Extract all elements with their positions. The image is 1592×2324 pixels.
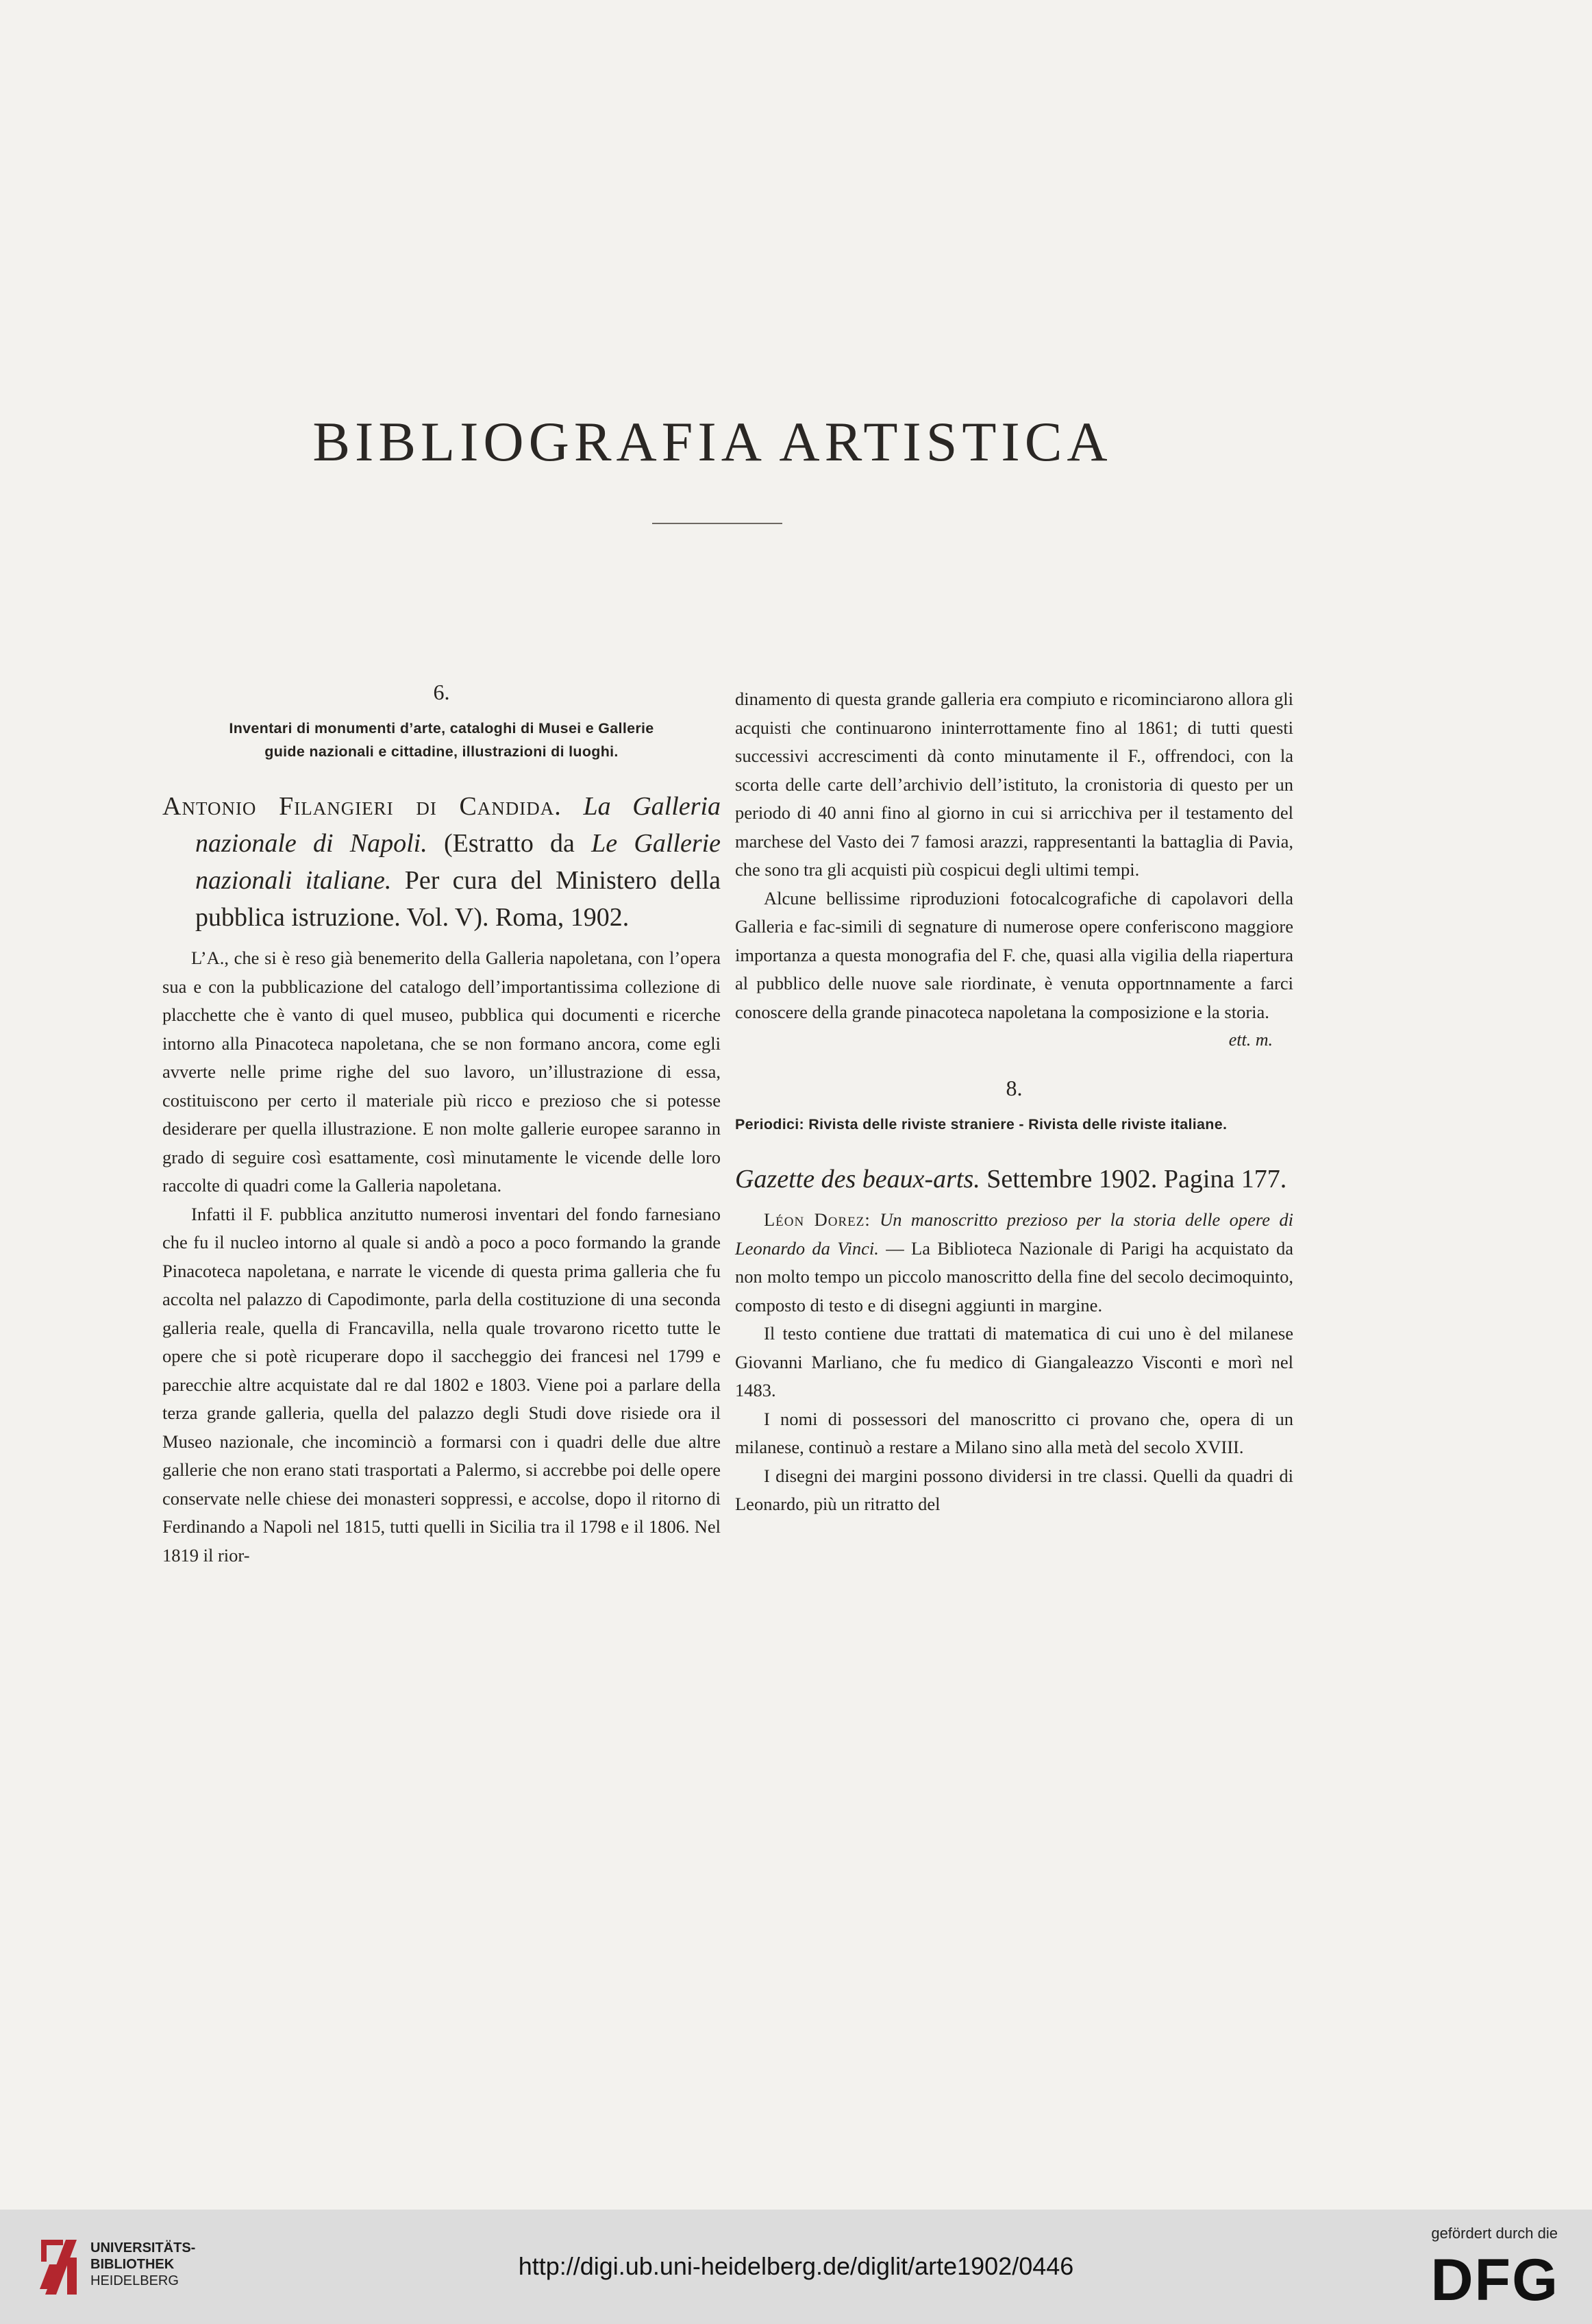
left-column	[162, 678, 721, 1570]
title-divider	[652, 523, 782, 524]
body-paragraph: L’A., che si è reso già benemerito della Galleria napoletana, con l’opera sua e con la pubblicazione del catalogo dell’importantissima collezione di placchette che è vanto di quel museo, pubblica qui documenti e ricerche intorno alla Pinacoteca napoletana, che se non formano ancora, come egli avverte nelle prime righe del suo lavoro, un’illustrazione di essa, costituiscono per certo il materiale più ricco e prezioso che si potesse desiderare per quella illustrazione. E non molte gallerie europee saranno in grado di seguire così esattamente, così minutamente le vicende delle loro raccolte di quadri come la Galleria napoletana.	[162, 948, 721, 1196]
section-heading-line: Inventari di monumenti d’arte, cataloghi di Musei e Gallerie	[229, 720, 654, 737]
entry-title	[735, 1161, 1293, 1198]
library-name-line: BIBLIOTHEK	[90, 2257, 175, 2272]
article-summary: — La Biblioteca Nazionale di Parigi ha acquistato da non molto tempo un piccolo manoscritto della fine del secolo decimoquinto, composto di testo e di disegni aggiunti in margine.	[735, 1237, 1294, 1315]
entry-work-title: La Galleria nazionale di Napoli.	[195, 792, 721, 858]
digitization-footer	[0, 2210, 1592, 2324]
body-paragraph: I disegni dei margini possono dividersi in tre classi. Quelli da quadri di Leonardo, più un ritratto del	[735, 1465, 1293, 1514]
library-name-line: UNIVERSITÄTS-	[90, 2240, 196, 2255]
section-heading: Periodici: Rivista delle riviste straniere - Rivista delle riviste italiane.	[735, 1116, 1228, 1133]
entry-title	[162, 788, 721, 936]
entry-publication: Per cura del Ministero della pubblica istruzione. Vol. V). Roma, 1902.	[195, 866, 721, 932]
article-author: Léon Dorez:	[764, 1209, 871, 1230]
body-paragraph: Il testo contiene due trattati di matematica di cui uno è del milanese Giovanni Marliano, che fu medico di Giangaleazzo Visconti e morì nel 1483.	[735, 1323, 1293, 1400]
entry-periodical: Gazette des beaux-arts.	[735, 1165, 980, 1194]
body-paragraph: I nomi di possessori del manoscritto ci provano che, opera di un milanese, continuò a restare a Milano sino alla metà del secolo XVIII.	[735, 1408, 1293, 1457]
review-signature: ett. m.	[1228, 1030, 1273, 1050]
source-url-link[interactable]: http://digi.ub.uni-heidelberg.de/diglit/arte1902/0446	[518, 2252, 1074, 2280]
entry-publication: Settembre 1902. Pagina 177.	[986, 1165, 1287, 1194]
section-number: 8.	[1006, 1076, 1023, 1100]
funding-label: gefördert durch die	[1431, 2225, 1558, 2242]
entry-source-title: Le Gallerie nazionali italiane.	[195, 829, 721, 895]
entry-author: Antonio Filangieri di Candida.	[162, 792, 562, 821]
body-paragraph	[735, 1206, 1293, 1320]
entry-note: (Estratto da	[443, 829, 575, 858]
body-paragraph: dinamento di questa grande galleria era compiuto e ricominciarono allora gli acquisti che continuarono ininterrottamente fino al 1861; di tutti questi successivi accrescimenti dà conto minutamente il F., offrendoci, con la scorta delle carte dell’archivio dell’istituto, la cronistoria di questo per un periodo di 40 anni fino al giorno in cui si arricchiva per il testamento del marchese del Vasto dei 7 famosi arazzi, rappresentanti la battaglia di Pavia, che sono tra gli acquisti più cospicui degli ultimi tempi.	[735, 689, 1293, 880]
funder-logo: DFG	[1430, 2247, 1559, 2313]
library-name-line: HEIDELBERG	[90, 2273, 179, 2288]
page-title: BIBLIOGRAFIA ARTISTICA	[312, 410, 1112, 473]
section-number: 6.	[433, 680, 450, 704]
section-heading-line: guide nazionali e cittadine, illustrazioni di luoghi.	[264, 743, 619, 760]
right-column	[735, 685, 1293, 1519]
article-title: Un manoscritto prezioso per la storia delle opere di Leonardo da Vinci.	[735, 1209, 1293, 1259]
body-paragraph: Infatti il F. pubblica anzitutto numerosi inventari del fondo farnesiano che fu il nucleo intorno al quale si andò a poco a poco formando la grande Pinacoteca napoletana, e narrate le vicende di questa prima galleria che fu accolta nel palazzo di Capodimonte, parla della costituzione di una seconda galleria reale, quella di Francavilla, nella quale trovarono ricetto tutte le opere che si potè ricuperare dopo il saccheggio dei francesi nel 1799 e parecchie altre acquistate dal re dal 1802 e 1803. Viene poi a parlare della terza grande galleria, quella del palazzo degli Studi dove risiede ora il Museo nazionale, che incominciò a formarsi con i quadri delle due altre gallerie che non erano stati trasportati a Palermo, si accrebbe poi delle opere conservate nelle chiese dei monasteri soppressi, e accolse, dopo il ritorno di Ferdinando a Napoli nel 1815, tutti quelli in Sicilia tra il 1798 e il 1806. Nel 1819 il rior-	[162, 1203, 721, 1566]
section-heading	[162, 717, 721, 763]
body-paragraph: Alcune bellissime riproduzioni fotocalcografiche di capolavori della Galleria e fac-simili di segnature di numerose opere conferiscono maggiore importanza a questa monografia del F. che, quasi alla vigilia della riapertura al pubblico delle nuove sale riordinate, è venuta opportnnamente a farci conoscere della grande pinacoteca napoletana la composizione e la storia.	[735, 887, 1293, 1022]
